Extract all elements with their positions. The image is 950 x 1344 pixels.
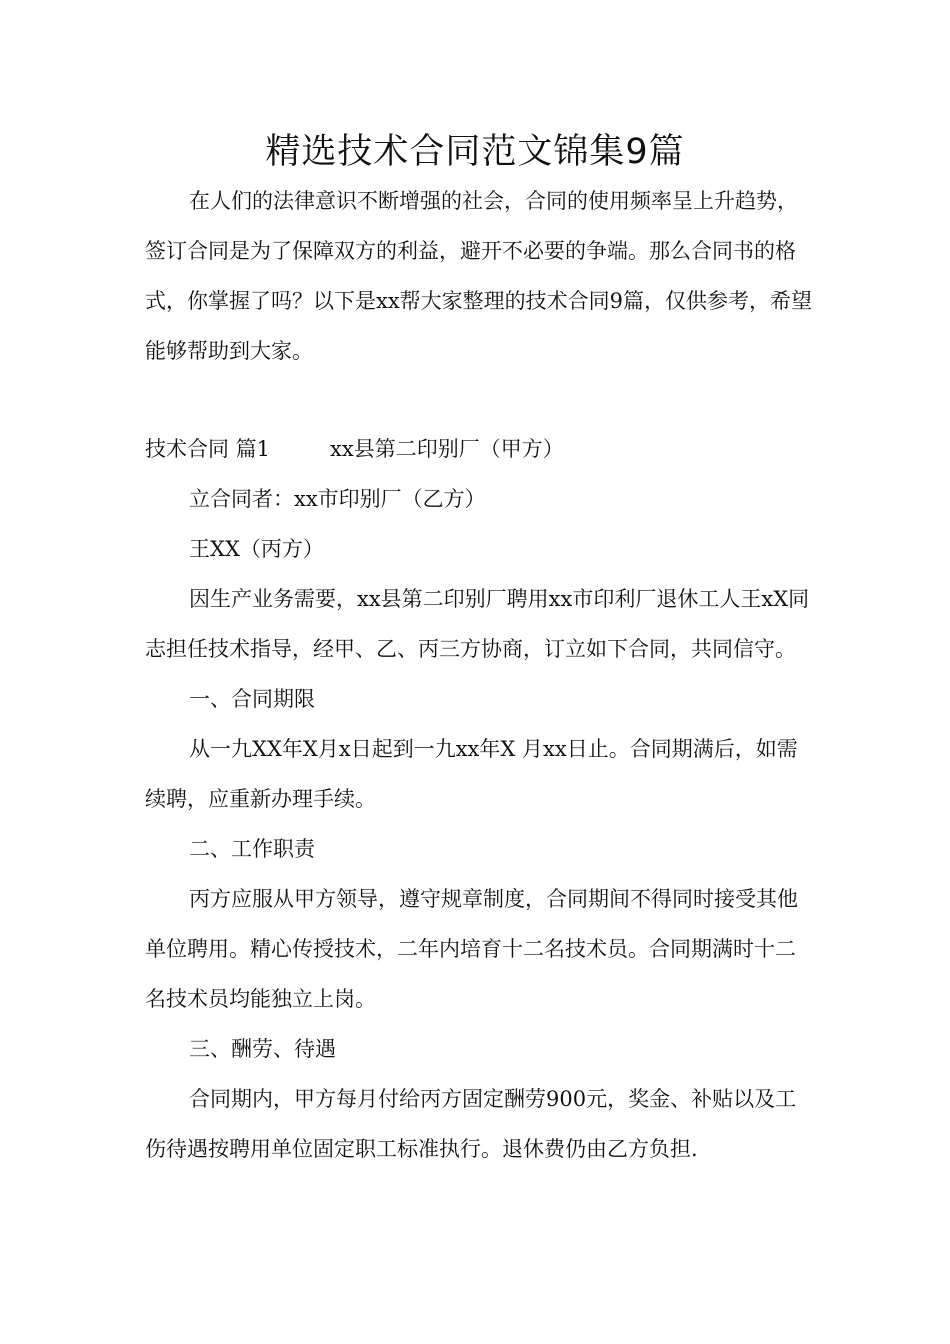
section-heading: 技术合同 篇1 xyxy=(145,437,271,461)
party-a: xx县第二印别厂（甲方） xyxy=(330,437,564,461)
party-c: 王XX（丙方） xyxy=(189,537,324,561)
clause-3-text: 合同期内，甲方每月付给丙方固定酬劳900元，奖金、补贴以及工伤待遇按聘用单位固定职工标准执行。退休费仍由乙方负担. xyxy=(145,1087,797,1161)
document-title: 精选技术合同范文锦集9篇 xyxy=(265,132,685,172)
clause-3-title: 三、酬劳、待遇 xyxy=(189,1037,336,1061)
section-heading-line xyxy=(145,424,815,474)
clause-2-text: 丙方应服从甲方领导，遵守规章制度，合同期间不得同时接受其他单位聘用。精心传授技术，二年内培育十二名技术员。合同期满时十二名技术员均能独立上岗。 xyxy=(145,887,798,1011)
intro-block xyxy=(145,176,815,376)
contract-section xyxy=(145,424,815,1174)
clause-2-title: 二、工作职责 xyxy=(189,837,315,861)
intro-paragraph: 在人们的法律意识不断增强的社会，合同的使用频率呈上升趋势，签订合同是为了保障双方的利益，避开不必要的争端。那么合同书的格式，你掌握了吗？以下是xx帮大家整理的技术合同9篇，仅供参考，希望能够帮助到大家。 xyxy=(145,189,813,363)
party-b: 立合同者：xx市印别厂（乙方） xyxy=(189,487,486,511)
clause-1-title: 一、合同期限 xyxy=(189,687,315,711)
preamble-paragraph: 因生产业务需要，xx县第二印别厂聘用xx市印利厂退休工人王xX同志担任技术指导，经甲、乙、丙三方协商，订立如下合同，共同信守。 xyxy=(145,587,810,661)
clause-1-text: 从一九XX年X月x日起到一九xx年X 月xx日止。合同期满后，如需续聘，应重新办理手续。 xyxy=(145,737,798,811)
